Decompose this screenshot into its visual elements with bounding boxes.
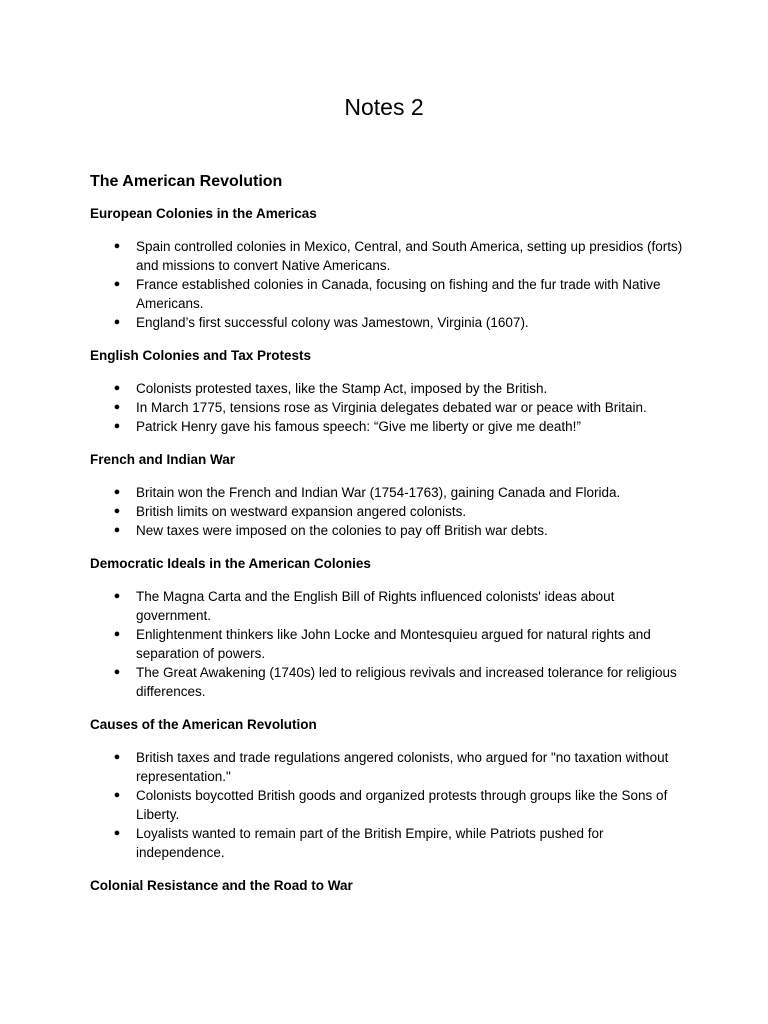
bullet-dot-icon: ●: [113, 240, 121, 252]
bullet-list: [90, 587, 690, 701]
bullet-dot-icon: ●: [113, 666, 121, 678]
bullet-text: Patrick Henry gave his famous speech: “Give me liberty or give me death!”: [136, 419, 581, 434]
bullet-text: The Magna Carta and the English Bill of Rights influenced colonists' ideas about government.: [136, 589, 615, 623]
bullet-dot-icon: ●: [113, 628, 121, 640]
document-title: Notes 2: [344, 94, 424, 120]
bullet-item: [90, 824, 690, 862]
bullet-text: British taxes and trade regulations angered colonists, who argued for "no taxation without representation.": [136, 750, 669, 784]
bullet-item: [90, 502, 690, 521]
bullet-text: Colonists protested taxes, like the Stamp Act, imposed by the British.: [136, 381, 548, 396]
bullet-item: [90, 398, 690, 417]
section-heading: Colonial Resistance and the Road to War: [90, 878, 353, 893]
bullet-list: [90, 748, 690, 862]
bullet-dot-icon: ●: [113, 751, 121, 763]
bullet-dot-icon: ●: [113, 278, 121, 290]
sections-container: [90, 204, 690, 895]
bullet-dot-icon: ●: [113, 505, 121, 517]
bullet-item: [90, 786, 690, 824]
bullet-text: British limits on westward expansion angered colonists.: [136, 504, 467, 519]
bullet-text: In March 1775, tensions rose as Virginia delegates debated war or peace with Britain.: [136, 400, 647, 415]
bullet-list: [90, 379, 690, 436]
bullet-dot-icon: ●: [113, 420, 121, 432]
bullet-text: The Great Awakening (1740s) led to religious revivals and increased tolerance for religious differences.: [136, 665, 677, 699]
bullet-item: [90, 748, 690, 786]
bullet-dot-icon: ●: [113, 524, 121, 536]
bullet-item: [90, 417, 690, 436]
bullet-text: France established colonies in Canada, focusing on fishing and the fur trade with Native Americans.: [136, 277, 661, 311]
bullet-item: [90, 521, 690, 540]
bullet-dot-icon: ●: [113, 401, 121, 413]
bullet-dot-icon: ●: [113, 789, 121, 801]
bullet-item: [90, 237, 690, 275]
section-heading: French and Indian War: [90, 452, 236, 467]
bullet-text: England’s first successful colony was Jamestown, Virginia (1607).: [136, 315, 529, 330]
bullet-item: [90, 663, 690, 701]
bullet-dot-icon: ●: [113, 590, 121, 602]
bullet-item: [90, 625, 690, 663]
bullet-text: Enlightenment thinkers like John Locke and Montesquieu argued for natural rights and separation of powers.: [136, 627, 651, 661]
bullet-text: Loyalists wanted to remain part of the British Empire, while Patriots pushed for independence.: [136, 826, 604, 860]
document-body: [90, 170, 690, 909]
bullet-item: [90, 275, 690, 313]
section-heading: Democratic Ideals in the American Colonies: [90, 556, 371, 571]
bullet-dot-icon: ●: [113, 316, 121, 328]
bullet-text: Colonists boycotted British goods and organized protests through groups like the Sons of Liberty.: [136, 788, 668, 822]
bullet-dot-icon: ●: [113, 827, 121, 839]
section-heading: European Colonies in the Americas: [90, 206, 317, 221]
bullet-item: [90, 313, 690, 332]
bullet-text: Spain controlled colonies in Mexico, Central, and South America, setting up presidios (forts) and missions to convert Native Americans.: [136, 239, 683, 273]
bullet-item: [90, 379, 690, 398]
bullet-text: Britain won the French and Indian War (1754-1763), gaining Canada and Florida.: [136, 485, 621, 500]
bullet-item: [90, 587, 690, 625]
bullet-dot-icon: ●: [113, 382, 121, 394]
bullet-list: [90, 237, 690, 332]
bullet-text: New taxes were imposed on the colonies to pay off British war debts.: [136, 523, 548, 538]
main-heading: The American Revolution: [90, 173, 283, 190]
section-heading: Causes of the American Revolution: [90, 717, 317, 732]
bullet-dot-icon: ●: [113, 486, 121, 498]
bullet-list: [90, 483, 690, 540]
bullet-item: [90, 483, 690, 502]
section-heading: English Colonies and Tax Protests: [90, 348, 312, 363]
